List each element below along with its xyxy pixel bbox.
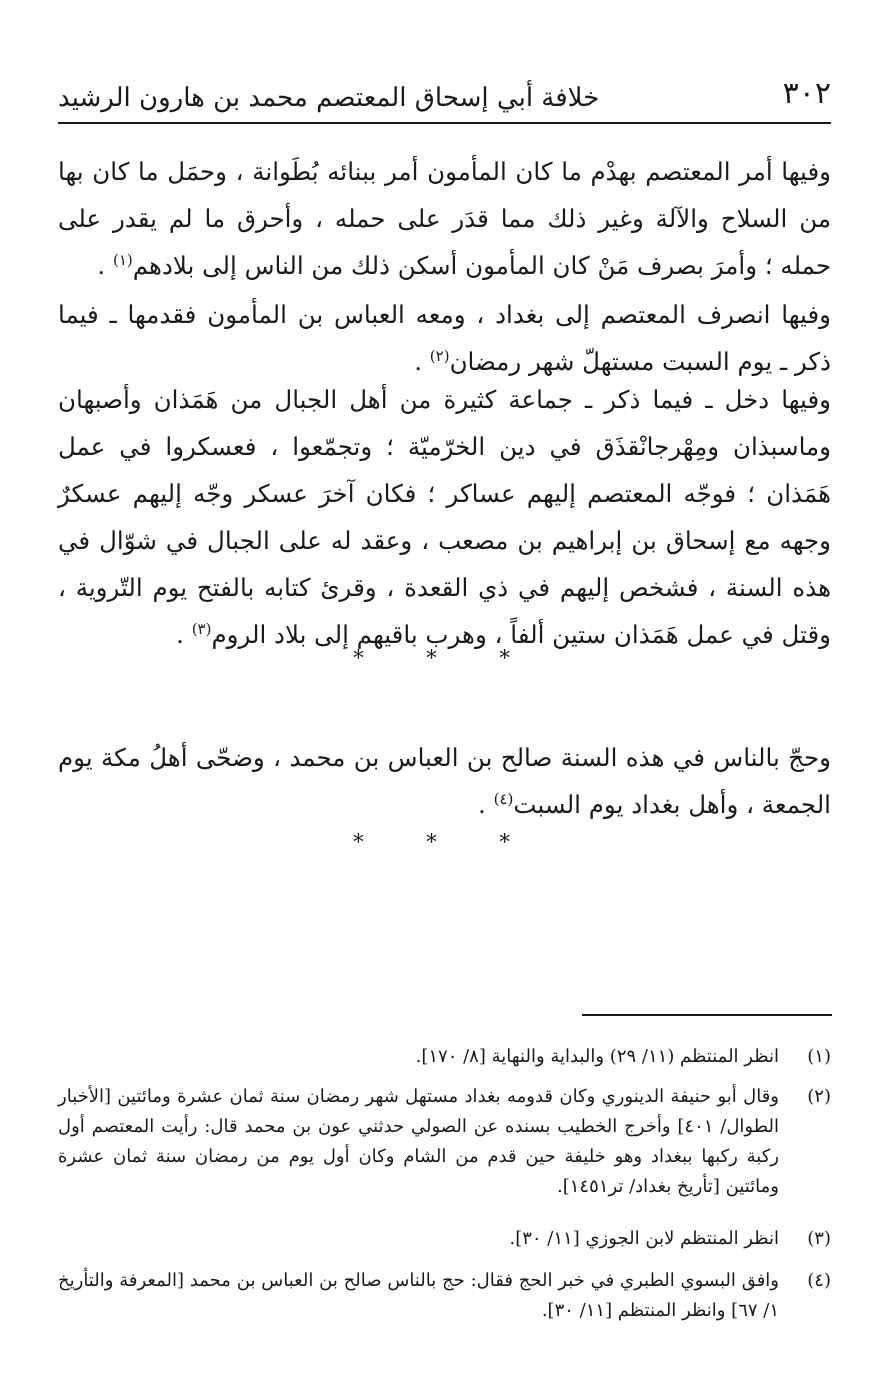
- footnote-divider: [582, 1014, 832, 1016]
- running-title: خلافة أبي إسحاق المعتصم محمد بن هارون الرشيد: [58, 83, 600, 113]
- paragraph-text: وفيها أمر المعتصم بهدْم ما كان المأمون أمر ببنائه بُطَوانة ، وحمَل ما كان بها من السلاح والآلة وغير ذلك مما قدَر على حمله ، وأحرق ما لم يقدر على حمله ؛ وأمرَ بصرف مَنْ كان المأمون أسكن ذلك من الناس إلى بلادهم: [58, 157, 831, 280]
- footnote-number: (٢): [807, 1086, 831, 1107]
- section-separator: * * *: [353, 646, 538, 670]
- paragraph-end: .: [176, 620, 192, 649]
- section-separator: * * *: [353, 830, 538, 854]
- paragraph-1: [58, 148, 831, 289]
- footnote-reference: (٢): [429, 346, 450, 365]
- footnote-number: (٤): [807, 1270, 831, 1291]
- paragraph-3: [58, 376, 831, 658]
- paragraph-end: .: [97, 251, 113, 280]
- footnote-reference: (١): [112, 250, 133, 269]
- footnote-number: (٣): [807, 1228, 831, 1249]
- page-number: ٣٠٢: [782, 76, 831, 111]
- footnote-number: (١): [807, 1046, 831, 1067]
- page-header: [58, 70, 831, 124]
- paragraph-end: .: [478, 790, 494, 819]
- footnote-2: [58, 1082, 831, 1202]
- footnote-text: انظر المنتظم لابن الجوزي [١١/ ٣٠].: [509, 1228, 779, 1249]
- footnote-text: وقال أبو حنيفة الدينوري وكان قدومه بغداد مستهل شهر رمضان سنة ثمان عشرة ومائتين [الأخبار الطوال/ ٤٠١] وأخرج الخطيب بسنده عن الصولي حدثني عون بن محمد قال: رأيت المعتصم أول ركبة ركبها ببغداد وهو خليفة حين قدم من الشام وكان أول يوم من رمضان سنة ثمان عشرة ومائتين [تأريخ بغداد/ تر١٤٥١].: [58, 1086, 779, 1197]
- footnote-reference: (٣): [191, 619, 212, 638]
- paragraph-text: وفيها انصرف المعتصم إلى بغداد ، ومعه العباس بن المأمون فقدمها ـ فيما ذكر ـ يوم السبت مستهلّ شهر رمضان: [58, 300, 831, 376]
- footnote-text: انظر المنتظم (١١/ ٢٩) والبداية والنهاية [٨/ ١٧٠].: [415, 1046, 779, 1067]
- paragraph-end: .: [414, 347, 430, 376]
- footnote-text: وافق البسوي الطبري في خبر الحج فقال: حج بالناس صالح بن العباس بن محمد [المعرفة والتأريخ ١/ ٦٧] وانظر المنتظم [١١/ ٣٠].: [58, 1270, 779, 1321]
- footnote-1: [58, 1042, 831, 1072]
- paragraph-text: وحجّ بالناس في هذه السنة صالح بن العباس بن محمد ، وضحّى أهلُ مكة يوم الجمعة ، وأهل بغداد يوم السبت: [58, 743, 831, 819]
- paragraph-text: وفيها دخل ـ فيما ذكر ـ جماعة كثيرة من أهل الجبال من هَمَذان وأصبهان وماسبذان ومِهْرجانْقذَق في دين الخرّميّة ؛ وتجمّعوا ، فعسكروا في عمل هَمَذان ؛ فوجّه المعتصم إليهم عساكر ؛ فكان آخرَ عسكر وجّه إليهم عسكرٌ وجهه مع إسحاق بن إبراهيم بن مصعب ، وعقد له على الجبال في شوّال في هذه السنة ، فشخص إليهم في ذي القعدة ، وقرئ كتابه بالفتح يوم التّروية ، وقتل في عمل هَمَذان ستين ألفاً ، وهرب باقيهم إلى بلاد الروم: [58, 385, 831, 649]
- footnote-reference: (٤): [493, 789, 514, 808]
- footnote-3: [58, 1224, 831, 1254]
- paragraph-2: [58, 291, 831, 385]
- footnote-4: [58, 1266, 831, 1326]
- paragraph-4: [58, 734, 831, 828]
